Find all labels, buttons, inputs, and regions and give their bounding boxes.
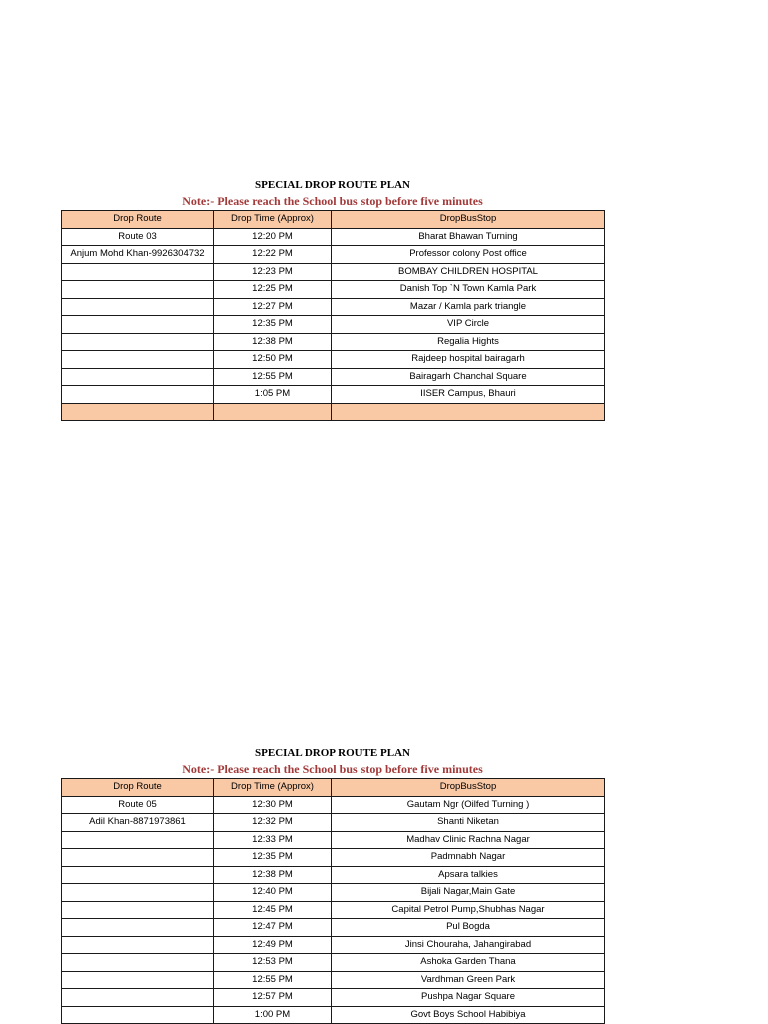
stop-cell: Bairagarh Chanchal Square — [332, 368, 605, 386]
time-cell: 12:38 PM — [214, 333, 332, 351]
route-cell: Anjum Mohd Khan-9926304732 — [62, 246, 214, 264]
route-cell — [62, 281, 214, 299]
table-row-empty — [62, 403, 605, 421]
route-cell — [62, 901, 214, 919]
stop-cell: Ashoka Garden Thana — [332, 954, 605, 972]
route-cell — [62, 831, 214, 849]
route-table — [61, 778, 605, 1024]
time-cell: 12:49 PM — [214, 936, 332, 954]
table-row — [62, 351, 605, 369]
header-drop-route: Drop Route — [62, 779, 214, 797]
table-row — [62, 866, 605, 884]
time-cell: 12:35 PM — [214, 316, 332, 334]
table-row — [62, 901, 605, 919]
route-cell — [62, 263, 214, 281]
route-cell — [62, 386, 214, 404]
route-cell — [62, 884, 214, 902]
table-row — [62, 263, 605, 281]
route-cell — [62, 849, 214, 867]
stop-cell: Pushpa Nagar Square — [332, 989, 605, 1007]
table-row — [62, 989, 605, 1007]
stop-cell: IISER Campus, Bhauri — [332, 386, 605, 404]
route-cell — [62, 351, 214, 369]
time-cell: 12:27 PM — [214, 298, 332, 316]
time-cell — [214, 403, 332, 421]
route-cell — [62, 333, 214, 351]
route-cell — [62, 866, 214, 884]
time-cell: 12:55 PM — [214, 971, 332, 989]
stop-cell: Gautam Ngr (Oilfed Turning ) — [332, 796, 605, 814]
time-cell: 12:33 PM — [214, 831, 332, 849]
header-drop-route: Drop Route — [62, 211, 214, 229]
time-cell: 12:47 PM — [214, 919, 332, 937]
route-cell — [62, 954, 214, 972]
time-cell: 12:38 PM — [214, 866, 332, 884]
header-drop-time: Drop Time (Approx) — [214, 211, 332, 229]
stop-cell: Jinsi Chouraha, Jahangirabad — [332, 936, 605, 954]
table-row — [62, 919, 605, 937]
time-cell: 1:00 PM — [214, 1006, 332, 1024]
plan-title: SPECIAL DROP ROUTE PLAN — [255, 747, 410, 759]
stop-cell: Professor colony Post office — [332, 246, 605, 264]
stop-cell: VIP Circle — [332, 316, 605, 334]
time-cell: 1:05 PM — [214, 386, 332, 404]
route-cell — [62, 971, 214, 989]
stop-cell: Govt Boys School Habibiya — [332, 1006, 605, 1024]
table-row — [62, 228, 605, 246]
route-plan-1 — [61, 178, 604, 421]
stop-cell: Bharat Bhawan Turning — [332, 228, 605, 246]
route-cell: Route 05 — [62, 796, 214, 814]
route-cell: Route 03 — [62, 228, 214, 246]
plan-title: SPECIAL DROP ROUTE PLAN — [255, 179, 410, 191]
time-cell: 12:57 PM — [214, 989, 332, 1007]
table-row — [62, 386, 605, 404]
stop-cell: Bijali Nagar,Main Gate — [332, 884, 605, 902]
route-cell — [62, 936, 214, 954]
table-row — [62, 1006, 605, 1024]
stop-cell: Danish Top `N Town Kamla Park — [332, 281, 605, 299]
header-drop-bus-stop: DropBusStop — [332, 779, 605, 797]
route-cell — [62, 403, 214, 421]
route-cell — [62, 316, 214, 334]
table-row — [62, 298, 605, 316]
route-cell — [62, 919, 214, 937]
time-cell: 12:55 PM — [214, 368, 332, 386]
header-drop-time: Drop Time (Approx) — [214, 779, 332, 797]
route-table — [61, 210, 605, 421]
stop-cell: Apsara talkies — [332, 866, 605, 884]
table-row — [62, 849, 605, 867]
table-row — [62, 936, 605, 954]
table-row — [62, 831, 605, 849]
table-header-row — [62, 779, 605, 797]
plan-note: Note:- Please reach the School bus stop before five minutes — [182, 194, 483, 208]
time-cell: 12:20 PM — [214, 228, 332, 246]
time-cell: 12:25 PM — [214, 281, 332, 299]
plan-note: Note:- Please reach the School bus stop before five minutes — [182, 762, 483, 776]
stop-cell: Rajdeep hospital bairagarh — [332, 351, 605, 369]
time-cell: 12:32 PM — [214, 814, 332, 832]
table-row — [62, 281, 605, 299]
time-cell: 12:23 PM — [214, 263, 332, 281]
time-cell: 12:35 PM — [214, 849, 332, 867]
time-cell: 12:50 PM — [214, 351, 332, 369]
stop-cell: BOMBAY CHILDREN HOSPITAL — [332, 263, 605, 281]
table-row — [62, 333, 605, 351]
stop-cell — [332, 403, 605, 421]
route-plan-2 — [61, 746, 604, 1024]
table-row — [62, 368, 605, 386]
table-row — [62, 316, 605, 334]
stop-cell: Capital Petrol Pump,Shubhas Nagar — [332, 901, 605, 919]
table-row — [62, 796, 605, 814]
table-row — [62, 884, 605, 902]
route-cell — [62, 989, 214, 1007]
stop-cell: Padmnabh Nagar — [332, 849, 605, 867]
stop-cell: Pul Bogda — [332, 919, 605, 937]
time-cell: 12:53 PM — [214, 954, 332, 972]
time-cell: 12:30 PM — [214, 796, 332, 814]
header-drop-bus-stop: DropBusStop — [332, 211, 605, 229]
table-row — [62, 954, 605, 972]
time-cell: 12:40 PM — [214, 884, 332, 902]
route-cell — [62, 298, 214, 316]
time-cell: 12:22 PM — [214, 246, 332, 264]
route-cell — [62, 1006, 214, 1024]
stop-cell: Regalia Hights — [332, 333, 605, 351]
table-row — [62, 814, 605, 832]
table-row — [62, 246, 605, 264]
table-row — [62, 971, 605, 989]
stop-cell: Mazar / Kamla park triangle — [332, 298, 605, 316]
stop-cell: Vardhman Green Park — [332, 971, 605, 989]
time-cell: 12:45 PM — [214, 901, 332, 919]
stop-cell: Shanti Niketan — [332, 814, 605, 832]
route-cell: Adil Khan-8871973861 — [62, 814, 214, 832]
stop-cell: Madhav Clinic Rachna Nagar — [332, 831, 605, 849]
route-cell — [62, 368, 214, 386]
table-header-row — [62, 211, 605, 229]
